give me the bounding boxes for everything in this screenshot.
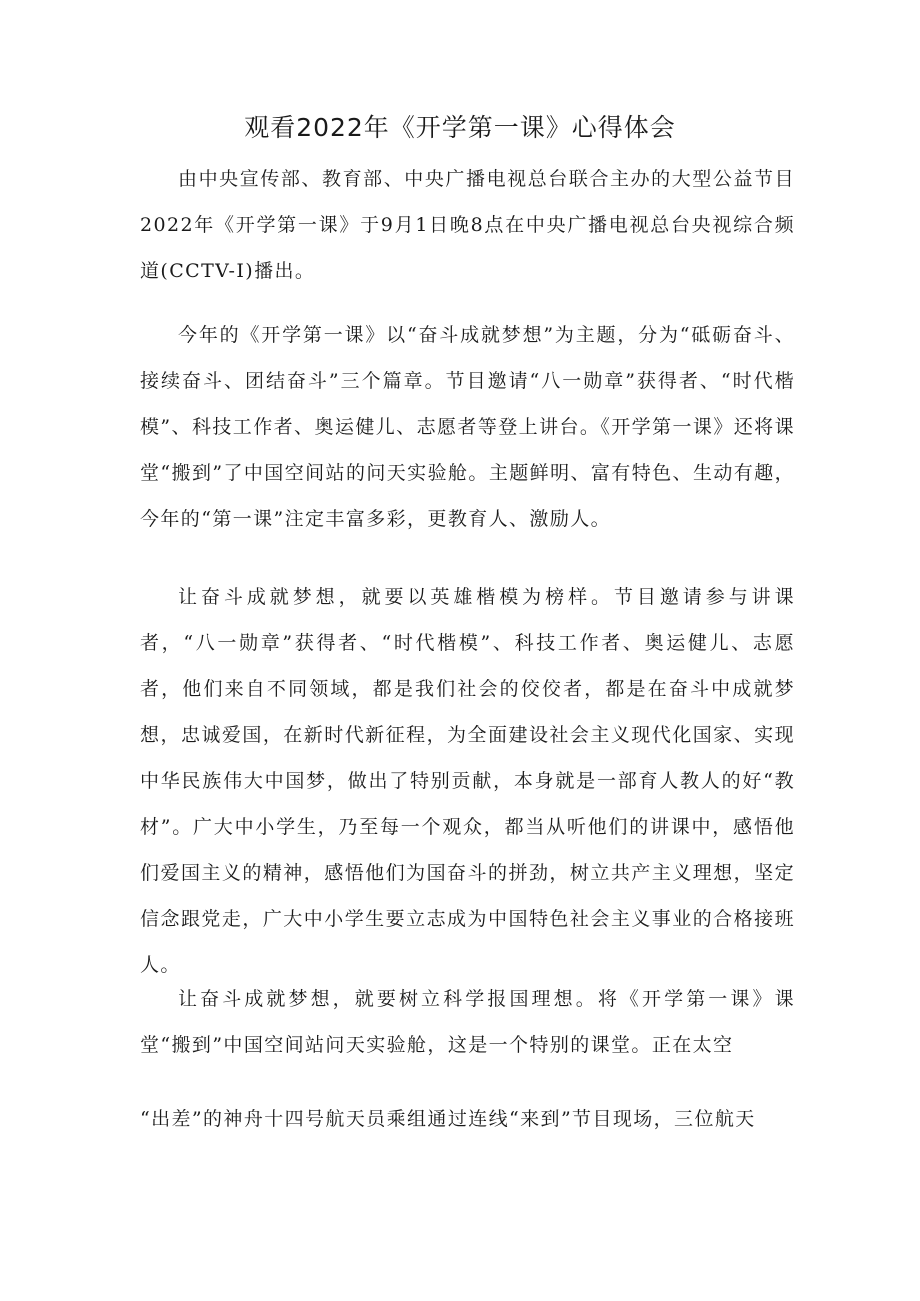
paragraph-science-ideal: 让奋斗成就梦想，就要树立科学报国理想。将《开学第一课》课堂“搬到”中国空间站问天实验舱，这是一个特别的课堂。正在太空 [140,988,795,1056]
paragraph-continuation: “出差”的神舟十四号航天员乘组通过连线“来到”节目现场，三位航天 [140,1108,756,1130]
document-title: 观看2022年《开学第一课》心得体会 [244,113,676,142]
paragraph-role-models: 让奋斗成就梦想，就要以英雄楷模为榜样。节目邀请参与讲课者，“八一勋章”获得者、“时代楷模”、科技工作者、奥运健儿、志愿者，他们来自不同领域，都是我们社会的佼佼者，都是在奋斗中成就梦想，忠诚爱国，在新时代新征程，为全面建设社会主义现代化国家、实现中华民族伟大中国梦，做出了特别贡献，本身就是一部育人教人的好“教材”。广大中小学生，乃至每一个观众，都当从听他们的讲课中，感悟他们爱国主义的精神，感悟他们为国奋斗的拼劲，树立共产主义理想，坚定信念跟党走，广大中小学生要立志成为中国特色社会主义事业的合格接班人。 [140,586,795,976]
paragraph-intro: 由中央宣传部、教育部、中央广播电视总台联合主办的大型公益节目2022年《开学第一课》于9月1日晚8点在中央广播电视总台央视综合频道(CCTV-I)播出。 [140,168,795,282]
paragraph-theme: 今年的《开学第一课》以“奋斗成就梦想”为主题，分为“砥砺奋斗、接续奋斗、团结奋斗”三个篇章。节目邀请“八一勋章”获得者、“时代楷模”、科技工作者、奥运健儿、志愿者等登上讲台。《开学第一课》还将课堂“搬到”了中国空间站的问天实验舱。主题鲜明、富有特色、生动有趣，今年的“第一课”注定丰富多彩，更教育人、激励人。 [140,324,795,530]
